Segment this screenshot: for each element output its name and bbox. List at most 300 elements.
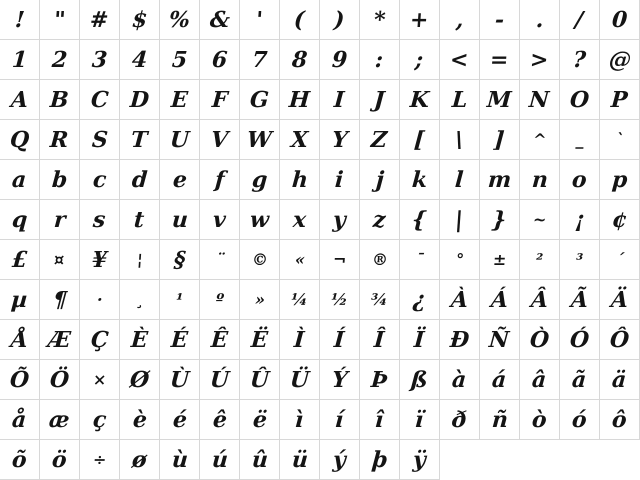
glyph-cell[interactable]	[120, 40, 160, 80]
glyph-cell[interactable]	[560, 320, 600, 360]
glyph-cell[interactable]	[0, 80, 40, 120]
glyph-cell[interactable]	[200, 120, 240, 160]
glyph-cell[interactable]	[40, 280, 80, 320]
glyph-cell[interactable]	[120, 320, 160, 360]
glyph-character: Ñ	[488, 326, 511, 353]
glyph-cell[interactable]	[400, 40, 440, 80]
glyph-character: «	[293, 249, 306, 269]
glyph-character: p	[610, 166, 629, 193]
glyph-character: W	[246, 126, 273, 153]
glyph-cell[interactable]	[240, 80, 280, 120]
glyph-cell[interactable]	[480, 0, 520, 40]
glyph-cell[interactable]	[160, 120, 200, 160]
glyph-cell[interactable]	[360, 280, 400, 320]
glyph-cell[interactable]	[560, 200, 600, 240]
glyph-character: Û	[248, 366, 271, 393]
glyph-cell[interactable]	[80, 160, 120, 200]
glyph-character: M	[486, 86, 513, 113]
glyph-character: $	[130, 6, 149, 33]
glyph-cell[interactable]	[0, 400, 40, 440]
glyph-cell[interactable]	[480, 80, 520, 120]
glyph-cell[interactable]	[360, 160, 400, 200]
glyph-cell[interactable]	[600, 160, 640, 200]
glyph-cell[interactable]	[440, 80, 480, 120]
glyph-character: £	[10, 246, 29, 273]
glyph-cell[interactable]	[560, 400, 600, 440]
glyph-cell[interactable]	[400, 440, 440, 480]
glyph-cell[interactable]	[400, 320, 440, 360]
glyph-cell[interactable]	[240, 440, 280, 480]
glyph-character: ¶	[51, 286, 68, 313]
glyph-character: ×	[92, 369, 107, 389]
glyph-character: j	[374, 166, 385, 193]
glyph-cell[interactable]	[200, 200, 240, 240]
glyph-cell[interactable]	[400, 0, 440, 40]
glyph-cell[interactable]	[280, 320, 320, 360]
glyph-cell[interactable]	[480, 280, 520, 320]
glyph-cell[interactable]	[280, 440, 320, 480]
glyph-cell[interactable]	[560, 280, 600, 320]
glyph-cell[interactable]	[120, 120, 160, 160]
glyph-cell[interactable]	[80, 280, 120, 320]
glyph-cell[interactable]	[280, 240, 320, 280]
glyph-character: 1	[10, 46, 29, 73]
glyph-cell[interactable]	[120, 240, 160, 280]
glyph-cell[interactable]	[240, 40, 280, 80]
glyph-character: §	[172, 246, 187, 273]
glyph-cell[interactable]	[480, 40, 520, 80]
glyph-cell[interactable]	[480, 240, 520, 280]
glyph-cell[interactable]	[600, 200, 640, 240]
glyph-cell[interactable]	[280, 400, 320, 440]
glyph-character: ã	[571, 366, 588, 393]
glyph-cell[interactable]	[360, 240, 400, 280]
glyph-cell[interactable]	[320, 40, 360, 80]
glyph-cell[interactable]	[0, 120, 40, 160]
glyph-cell[interactable]	[600, 0, 640, 40]
glyph-character: o	[571, 166, 588, 193]
glyph-character: ¸	[134, 289, 145, 309]
glyph-character: w	[249, 206, 270, 233]
glyph-cell[interactable]	[40, 320, 80, 360]
glyph-character: (	[293, 6, 306, 33]
glyph-character: N	[528, 86, 551, 113]
glyph-cell[interactable]	[200, 440, 240, 480]
glyph-character: s	[92, 206, 107, 233]
glyph-cell[interactable]	[360, 320, 400, 360]
glyph-cell[interactable]	[280, 200, 320, 240]
glyph-character: q	[10, 206, 29, 233]
glyph-character: r	[52, 206, 67, 233]
glyph-character: Å	[10, 326, 29, 353]
glyph-cell[interactable]	[320, 360, 360, 400]
glyph-cell[interactable]	[240, 160, 280, 200]
glyph-cell[interactable]	[600, 280, 640, 320]
glyph-character: :	[374, 46, 385, 73]
glyph-cell[interactable]	[520, 120, 560, 160]
glyph-cell[interactable]	[600, 320, 640, 360]
glyph-cell[interactable]	[320, 440, 360, 480]
glyph-cell[interactable]	[280, 0, 320, 40]
glyph-cell[interactable]	[600, 360, 640, 400]
glyph-cell[interactable]	[320, 320, 360, 360]
glyph-cell[interactable]	[440, 280, 480, 320]
glyph-character: l	[454, 166, 465, 193]
glyph-character: é	[171, 406, 188, 433]
glyph-cell[interactable]	[520, 240, 560, 280]
glyph-cell-empty	[520, 440, 560, 480]
glyph-cell[interactable]	[120, 0, 160, 40]
glyph-character: ±	[492, 249, 507, 269]
glyph-cell[interactable]	[160, 240, 200, 280]
glyph-character: â	[531, 366, 548, 393]
glyph-character: D	[129, 86, 150, 113]
glyph-cell[interactable]	[80, 80, 120, 120]
glyph-cell[interactable]	[520, 360, 560, 400]
glyph-cell[interactable]	[160, 40, 200, 80]
glyph-cell[interactable]	[480, 200, 520, 240]
glyph-cell[interactable]	[240, 240, 280, 280]
glyph-cell[interactable]	[360, 0, 400, 40]
glyph-character: Ð	[448, 326, 471, 353]
glyph-cell[interactable]	[400, 280, 440, 320]
glyph-cell[interactable]	[200, 80, 240, 120]
glyph-cell[interactable]	[200, 320, 240, 360]
glyph-character: >	[529, 46, 550, 73]
glyph-character: ê	[211, 406, 228, 433]
glyph-cell[interactable]	[600, 80, 640, 120]
glyph-character: C	[89, 86, 110, 113]
glyph-character: Ê	[210, 326, 229, 353]
glyph-character: µ	[10, 286, 29, 313]
glyph-cell[interactable]	[360, 80, 400, 120]
glyph-character: ¥	[90, 246, 109, 273]
glyph-cell[interactable]	[200, 280, 240, 320]
glyph-character: n	[530, 166, 549, 193]
glyph-character: B	[49, 86, 70, 113]
glyph-cell[interactable]	[520, 400, 560, 440]
glyph-cell[interactable]	[280, 80, 320, 120]
glyph-cell[interactable]	[520, 160, 560, 200]
glyph-character: '	[255, 6, 264, 33]
glyph-cell[interactable]	[360, 440, 400, 480]
glyph-cell[interactable]	[40, 240, 80, 280]
glyph-cell[interactable]	[240, 320, 280, 360]
glyph-cell[interactable]	[160, 0, 200, 40]
glyph-cell[interactable]	[560, 120, 600, 160]
glyph-character: ò	[531, 406, 548, 433]
glyph-character: 9	[330, 46, 349, 73]
glyph-character: º	[214, 289, 225, 309]
glyph-cell[interactable]	[280, 120, 320, 160]
glyph-cell[interactable]	[400, 240, 440, 280]
glyph-cell[interactable]	[40, 80, 80, 120]
glyph-cell[interactable]	[120, 440, 160, 480]
glyph-cell[interactable]	[520, 280, 560, 320]
glyph-cell[interactable]	[560, 40, 600, 80]
glyph-character: Ç	[89, 326, 110, 353]
glyph-character: ¯	[414, 249, 425, 269]
glyph-cell[interactable]	[40, 120, 80, 160]
glyph-character: ÿ	[412, 446, 427, 473]
glyph-cell[interactable]	[240, 280, 280, 320]
glyph-character: É	[170, 326, 189, 353]
glyph-cell[interactable]	[400, 160, 440, 200]
glyph-character: ;	[414, 46, 425, 73]
glyph-cell[interactable]	[240, 200, 280, 240]
glyph-character: V	[210, 126, 229, 153]
glyph-cell[interactable]	[520, 200, 560, 240]
glyph-cell[interactable]	[200, 400, 240, 440]
glyph-cell[interactable]	[480, 120, 520, 160]
glyph-character: ù	[170, 446, 189, 473]
glyph-character: ¼	[290, 289, 309, 309]
glyph-character: u	[170, 206, 189, 233]
glyph-cell[interactable]	[0, 240, 40, 280]
glyph-cell[interactable]	[600, 40, 640, 80]
glyph-cell[interactable]	[560, 80, 600, 120]
glyph-cell[interactable]	[0, 40, 40, 80]
glyph-character: ð	[451, 406, 468, 433]
glyph-cell[interactable]	[320, 0, 360, 40]
glyph-cell[interactable]	[400, 360, 440, 400]
glyph-cell[interactable]	[160, 280, 200, 320]
glyph-cell[interactable]	[560, 360, 600, 400]
glyph-cell[interactable]	[520, 40, 560, 80]
glyph-cell[interactable]	[80, 200, 120, 240]
glyph-cell[interactable]	[440, 240, 480, 280]
glyph-character: Ö	[48, 366, 70, 393]
glyph-character: Q	[8, 126, 30, 153]
glyph-character: Ý	[330, 366, 349, 393]
glyph-cell[interactable]	[0, 440, 40, 480]
glyph-cell[interactable]	[320, 200, 360, 240]
glyph-cell[interactable]	[440, 0, 480, 40]
glyph-cell[interactable]	[40, 40, 80, 80]
glyph-cell[interactable]	[200, 40, 240, 80]
glyph-character: h	[290, 166, 309, 193]
glyph-cell[interactable]	[600, 120, 640, 160]
glyph-cell[interactable]	[440, 40, 480, 80]
glyph-character: Â	[530, 286, 549, 313]
glyph-cell[interactable]	[320, 80, 360, 120]
glyph-cell[interactable]	[400, 80, 440, 120]
glyph-character: \	[454, 126, 465, 153]
glyph-cell[interactable]	[400, 200, 440, 240]
glyph-cell[interactable]	[40, 360, 80, 400]
glyph-character: <	[449, 46, 470, 73]
glyph-character: @	[607, 46, 632, 73]
glyph-cell[interactable]	[280, 280, 320, 320]
glyph-character: Ë	[250, 326, 269, 353]
glyph-cell[interactable]	[0, 200, 40, 240]
glyph-cell[interactable]	[360, 400, 400, 440]
glyph-character: °	[454, 249, 465, 269]
glyph-cell[interactable]	[480, 160, 520, 200]
glyph-cell[interactable]	[360, 120, 400, 160]
glyph-cell[interactable]	[200, 160, 240, 200]
glyph-cell[interactable]	[440, 400, 480, 440]
glyph-character: F	[210, 86, 229, 113]
glyph-character: t	[133, 206, 146, 233]
glyph-character: ï	[414, 406, 425, 433]
glyph-cell[interactable]	[40, 440, 80, 480]
glyph-character: ¤	[53, 249, 66, 269]
glyph-cell[interactable]	[120, 360, 160, 400]
glyph-cell[interactable]	[160, 360, 200, 400]
glyph-cell[interactable]	[160, 80, 200, 120]
glyph-cell[interactable]	[160, 200, 200, 240]
glyph-cell[interactable]	[80, 240, 120, 280]
glyph-cell[interactable]	[320, 280, 360, 320]
glyph-cell[interactable]	[560, 0, 600, 40]
glyph-cell[interactable]	[200, 0, 240, 40]
glyph-character: *	[372, 6, 387, 33]
glyph-cell[interactable]	[120, 160, 160, 200]
glyph-character: k	[410, 166, 429, 193]
glyph-character: X	[290, 126, 309, 153]
glyph-cell[interactable]	[0, 0, 40, 40]
glyph-character: b	[50, 166, 69, 193]
glyph-cell[interactable]	[360, 40, 400, 80]
glyph-cell[interactable]	[360, 360, 400, 400]
glyph-character: P	[610, 86, 629, 113]
glyph-cell[interactable]	[160, 160, 200, 200]
glyph-character: Ù	[168, 366, 191, 393]
glyph-character: =	[489, 46, 510, 73]
glyph-cell[interactable]	[120, 80, 160, 120]
glyph-character: ô	[611, 406, 628, 433]
glyph-cell[interactable]	[280, 160, 320, 200]
glyph-character: Ò	[528, 326, 550, 353]
glyph-character: Þ	[370, 366, 389, 393]
glyph-cell[interactable]	[400, 120, 440, 160]
glyph-character: e	[171, 166, 188, 193]
glyph-cell[interactable]	[320, 240, 360, 280]
glyph-cell[interactable]	[240, 360, 280, 400]
glyph-cell[interactable]	[40, 160, 80, 200]
glyph-character: f	[213, 166, 226, 193]
glyph-character: 7	[250, 46, 269, 73]
glyph-character: |	[454, 206, 465, 233]
glyph-cell[interactable]	[240, 0, 280, 40]
glyph-character: J	[373, 86, 386, 113]
glyph-character: ö	[51, 446, 68, 473]
glyph-cell[interactable]	[320, 120, 360, 160]
glyph-character: Ã	[570, 286, 589, 313]
glyph-cell[interactable]	[240, 120, 280, 160]
glyph-character: î	[374, 406, 385, 433]
glyph-character: R	[49, 126, 70, 153]
glyph-cell[interactable]	[0, 160, 40, 200]
glyph-character: ®	[370, 249, 389, 269]
glyph-cell[interactable]	[80, 440, 120, 480]
glyph-cell[interactable]	[80, 400, 120, 440]
glyph-cell[interactable]	[40, 0, 80, 40]
glyph-cell[interactable]	[440, 360, 480, 400]
glyph-cell[interactable]	[320, 400, 360, 440]
glyph-character: ä	[611, 366, 628, 393]
glyph-cell[interactable]	[200, 240, 240, 280]
glyph-cell[interactable]	[40, 400, 80, 440]
glyph-cell[interactable]	[80, 0, 120, 40]
glyph-cell[interactable]	[280, 360, 320, 400]
glyph-cell[interactable]	[560, 160, 600, 200]
glyph-cell[interactable]	[200, 360, 240, 400]
glyph-character: ÷	[92, 449, 107, 469]
glyph-character: æ	[48, 406, 71, 433]
glyph-cell[interactable]	[480, 400, 520, 440]
glyph-character: ó	[571, 406, 588, 433]
glyph-character: ¿	[412, 286, 427, 313]
glyph-cell[interactable]	[120, 400, 160, 440]
glyph-character: »	[253, 289, 266, 309]
glyph-character: L	[450, 86, 469, 113]
glyph-cell[interactable]	[520, 0, 560, 40]
glyph-cell[interactable]	[440, 200, 480, 240]
glyph-cell[interactable]	[440, 120, 480, 160]
glyph-character: ø	[131, 446, 148, 473]
glyph-cell[interactable]	[80, 40, 120, 80]
glyph-cell[interactable]	[160, 320, 200, 360]
glyph-character: ¡	[573, 206, 586, 233]
glyph-character: ß	[410, 366, 429, 393]
glyph-character: -	[494, 6, 505, 33]
glyph-character: Ú	[208, 366, 231, 393]
glyph-cell[interactable]	[0, 360, 40, 400]
glyph-cell[interactable]	[320, 160, 360, 200]
glyph-cell[interactable]	[0, 280, 40, 320]
glyph-cell[interactable]	[120, 280, 160, 320]
glyph-cell[interactable]	[80, 120, 120, 160]
glyph-cell[interactable]	[600, 400, 640, 440]
glyph-cell[interactable]	[160, 440, 200, 480]
glyph-character: ì	[294, 406, 305, 433]
glyph-cell[interactable]	[80, 360, 120, 400]
glyph-character: 0	[610, 6, 629, 33]
glyph-cell[interactable]	[0, 320, 40, 360]
glyph-cell[interactable]	[480, 360, 520, 400]
glyph-character: E	[170, 86, 189, 113]
glyph-cell[interactable]	[280, 40, 320, 80]
glyph-character: è	[131, 406, 148, 433]
glyph-character: Î	[373, 326, 386, 353]
glyph-cell[interactable]	[160, 400, 200, 440]
glyph-cell-empty	[600, 440, 640, 480]
glyph-cell[interactable]	[80, 320, 120, 360]
glyph-cell[interactable]	[520, 320, 560, 360]
glyph-cell[interactable]	[40, 200, 80, 240]
glyph-character: x	[292, 206, 307, 233]
glyph-cell[interactable]	[600, 240, 640, 280]
glyph-cell[interactable]	[400, 400, 440, 440]
glyph-character: Z	[370, 126, 389, 153]
glyph-cell[interactable]	[360, 200, 400, 240]
glyph-character: 4	[130, 46, 149, 73]
glyph-character: À	[450, 286, 469, 313]
glyph-character: .	[534, 6, 545, 33]
glyph-cell[interactable]	[240, 400, 280, 440]
glyph-character: ¹	[175, 289, 184, 309]
glyph-character: Ü	[288, 366, 311, 393]
glyph-cell[interactable]	[520, 80, 560, 120]
glyph-cell[interactable]	[120, 200, 160, 240]
glyph-cell[interactable]	[480, 320, 520, 360]
glyph-cell[interactable]	[440, 160, 480, 200]
glyph-cell[interactable]	[440, 320, 480, 360]
glyph-character: I	[333, 86, 346, 113]
glyph-cell[interactable]	[560, 240, 600, 280]
